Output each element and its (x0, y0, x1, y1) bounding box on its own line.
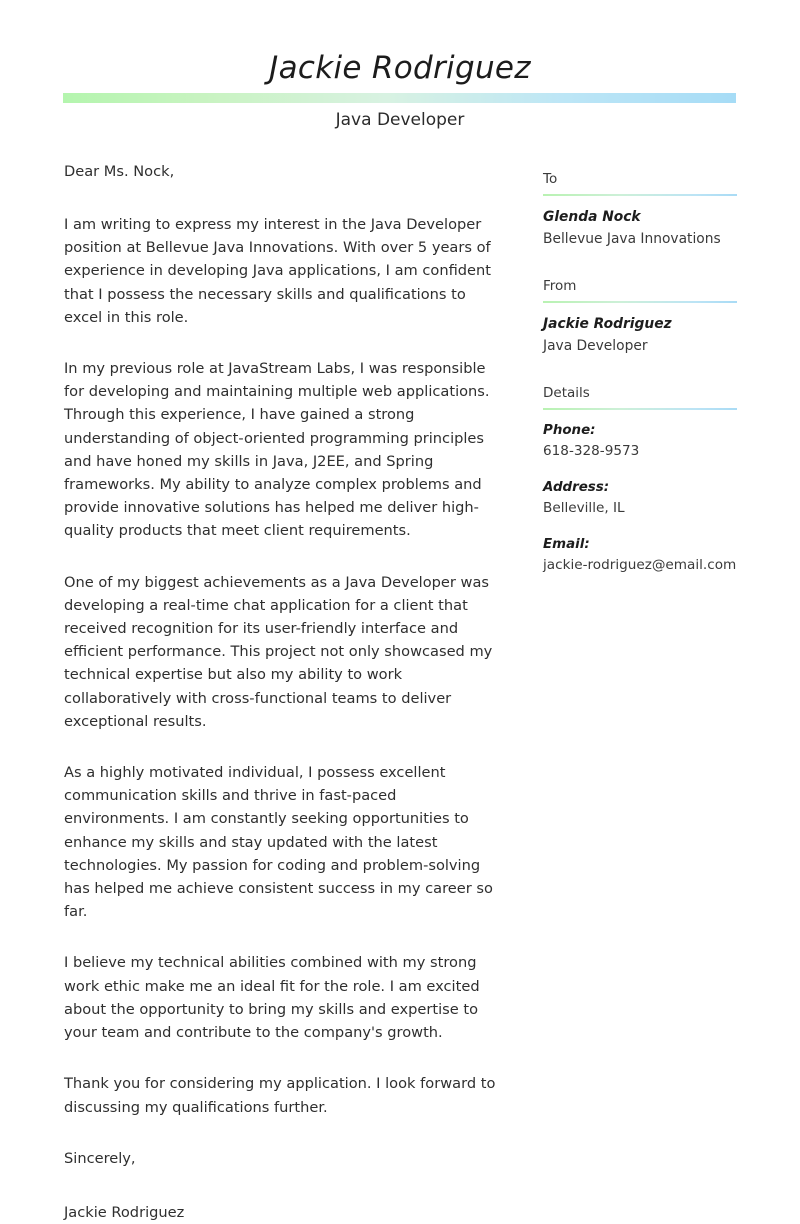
letter-paragraph: I believe my technical abilities combined with my strong work ethic make me an ideal fit for the role. I am excited about the opportunity to bring my skills and expertise to your team and contribute to the company's growth. (64, 954, 480, 1042)
closing-line: Sincerely, (64, 1149, 136, 1167)
recipient-name: Glenda Nock (543, 209, 641, 225)
detail-email (543, 535, 737, 575)
detail-value: 618-328-9573 (543, 443, 640, 459)
sidebar-heading-details: Details (543, 385, 590, 401)
detail-phone (543, 421, 737, 461)
signature-name: Jackie Rodriguez (64, 1203, 185, 1221)
detail-value: Belleville, IL (543, 500, 625, 516)
detail-label: Address: (543, 480, 610, 495)
letter-paragraph: Thank you for considering my application. I look forward to discussing my qualifications further. (64, 1075, 496, 1116)
detail-label: Phone: (543, 423, 596, 438)
sidebar-gradient-rule (543, 408, 737, 410)
sidebar-column (543, 170, 737, 575)
sidebar-section-to (543, 170, 737, 249)
letter-column (64, 160, 506, 1224)
sidebar-section-from (543, 277, 737, 356)
letter-paragraph: One of my biggest achievements as a Java Developer was developing a real-time chat application for a client that received recognition for its user-friendly interface and efficient performance. This project not only showcased my technical expertise but also my ability to work collaboratively with cross-functional teams to deliver exceptional results. (64, 573, 493, 730)
detail-address (543, 478, 737, 518)
sender-name: Jackie Rodriguez (543, 316, 672, 332)
sidebar-heading-from: From (543, 278, 577, 294)
applicant-name: Jackie Rodriguez (269, 50, 531, 86)
salutation: Dear Ms. Nock, (64, 163, 175, 180)
sidebar-heading-to: To (543, 171, 558, 187)
sender-role: Java Developer (543, 338, 648, 354)
document-header (0, 0, 800, 132)
letter-paragraph: As a highly motivated individual, I possess excellent communication skills and thrive in fast-paced environments. I am constantly seeking opportunities to enhance my skills and stay updated with the latest technologies. My passion for coding and problem-solving has helped me achieve consistent success in my career so far. (64, 764, 493, 921)
header-gradient-rule (63, 93, 736, 103)
detail-label: Email: (543, 537, 590, 552)
sidebar-gradient-rule (543, 194, 737, 196)
applicant-job-title: Java Developer (335, 110, 465, 130)
letter-paragraph: I am writing to express my interest in the Java Developer position at Bellevue Java Innovations. With over 5 years of experience in developing Java applications, I am confident that I possess the necessary skills and qualifications to excel in this role. (64, 216, 491, 326)
detail-value: jackie-rodriguez@email.com (543, 557, 737, 573)
sidebar-section-details (543, 384, 737, 575)
sidebar-gradient-rule (543, 301, 737, 303)
recipient-company: Bellevue Java Innovations (543, 231, 721, 247)
letter-paragraph: In my previous role at JavaStream Labs, I was responsible for developing and maintaining multiple web applications. Through this experience, I have gained a strong understanding of object-oriented programming principles and have honed my skills in Java, J2EE, and Spring frameworks. My ability to analyze complex problems and provide innovative solutions has helped me deliver high-quality products that meet client requirements. (64, 360, 490, 540)
